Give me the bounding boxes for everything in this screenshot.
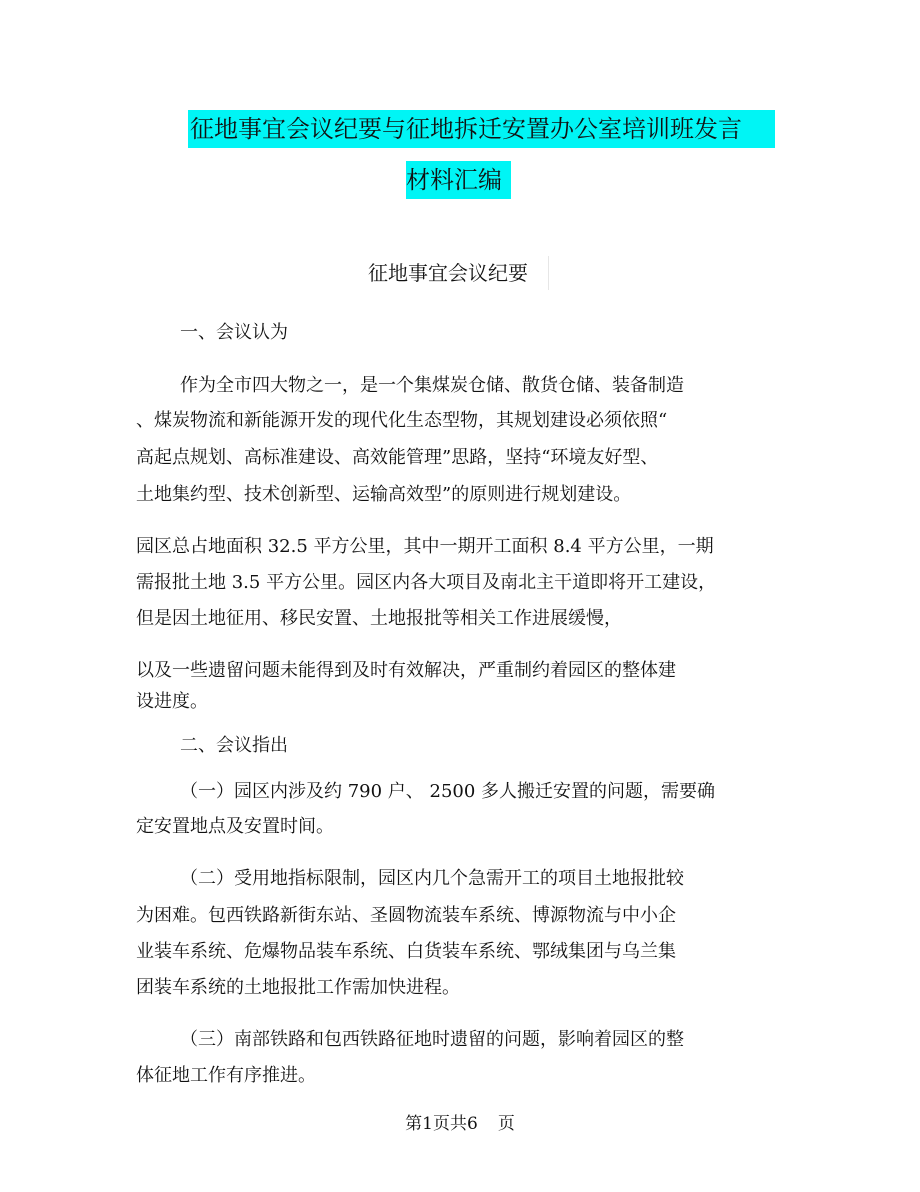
heading-1: 一、会议认为 bbox=[180, 322, 288, 343]
footer-page-label: 第 bbox=[405, 1114, 423, 1134]
document-title-line-1: 征地事宜会议纪要与征地拆迁安置办公室培训班发言 bbox=[188, 110, 775, 148]
paragraph-line: 业装车系统、危爆物品装车系统、白货装车系统、鄂绒集团与乌兰集 bbox=[136, 941, 676, 962]
paragraph-line: 、煤炭物流和新能源开发的现代化生态型物，其规划建设必须依照“ bbox=[136, 410, 668, 431]
paragraph-line: （三）南部铁路和包西铁路征地时遗留的问题，影响着园区的整 bbox=[180, 1029, 684, 1050]
paragraph-line: 设进度。 bbox=[136, 691, 208, 712]
paragraph-line: （一）园区内涉及约 790 户、 2500 多人搬迁安置的问题，需要确 bbox=[180, 781, 716, 802]
footer-page-suffix: 页 bbox=[497, 1114, 515, 1134]
footer-total-pages: 6 bbox=[467, 1114, 478, 1134]
page-footer bbox=[0, 1112, 920, 1136]
paragraph-line: 定安置地点及安置时间。 bbox=[136, 816, 334, 837]
footer-page-number: 1 bbox=[422, 1114, 433, 1134]
paragraph-line: 但是因土地征用、移民安置、土地报批等相关工作进展缓慢， bbox=[136, 608, 622, 629]
document-title-line-2: 材料汇编 bbox=[406, 161, 511, 199]
paragraph-line: 以及一些遗留问题未能得到及时有效解决，严重制约着园区的整体建 bbox=[136, 660, 676, 681]
paragraph-line: 为困难。包西铁路新街东站、圣圆物流装车系统、博源物流与中小企 bbox=[136, 905, 676, 926]
paragraph-line: （二）受用地指标限制，园区内几个急需开工的项目土地报批较 bbox=[180, 868, 684, 889]
paragraph-line: 作为全市四大物之一，是一个集煤炭仓储、散货仓储、装备制造 bbox=[180, 375, 684, 396]
paragraph-line: 体征地工作有序推进。 bbox=[136, 1065, 316, 1086]
heading-2: 二、会议指出 bbox=[180, 735, 288, 756]
section-title: 征地事宜会议纪要 bbox=[368, 256, 549, 290]
paragraph-line: 高起点规划、高标准建设、高效能管理”思路，坚持“环境友好型、 bbox=[136, 447, 659, 468]
paragraph-line: 土地集约型、技术创新型、运输高效型”的原则进行规划建设。 bbox=[136, 484, 632, 505]
paragraph-line: 园区总占地面积 32.5 平方公里，其中一期开工面积 8.4 平方公里，一期 bbox=[136, 536, 714, 557]
paragraph-line: 需报批土地 3.5 平方公里。园区内各大项目及南北主干道即将开工建设， bbox=[136, 572, 717, 593]
paragraph-line: 团装车系统的土地报批工作需加快进程。 bbox=[136, 977, 460, 998]
footer-of-label: 页共 bbox=[433, 1114, 467, 1134]
